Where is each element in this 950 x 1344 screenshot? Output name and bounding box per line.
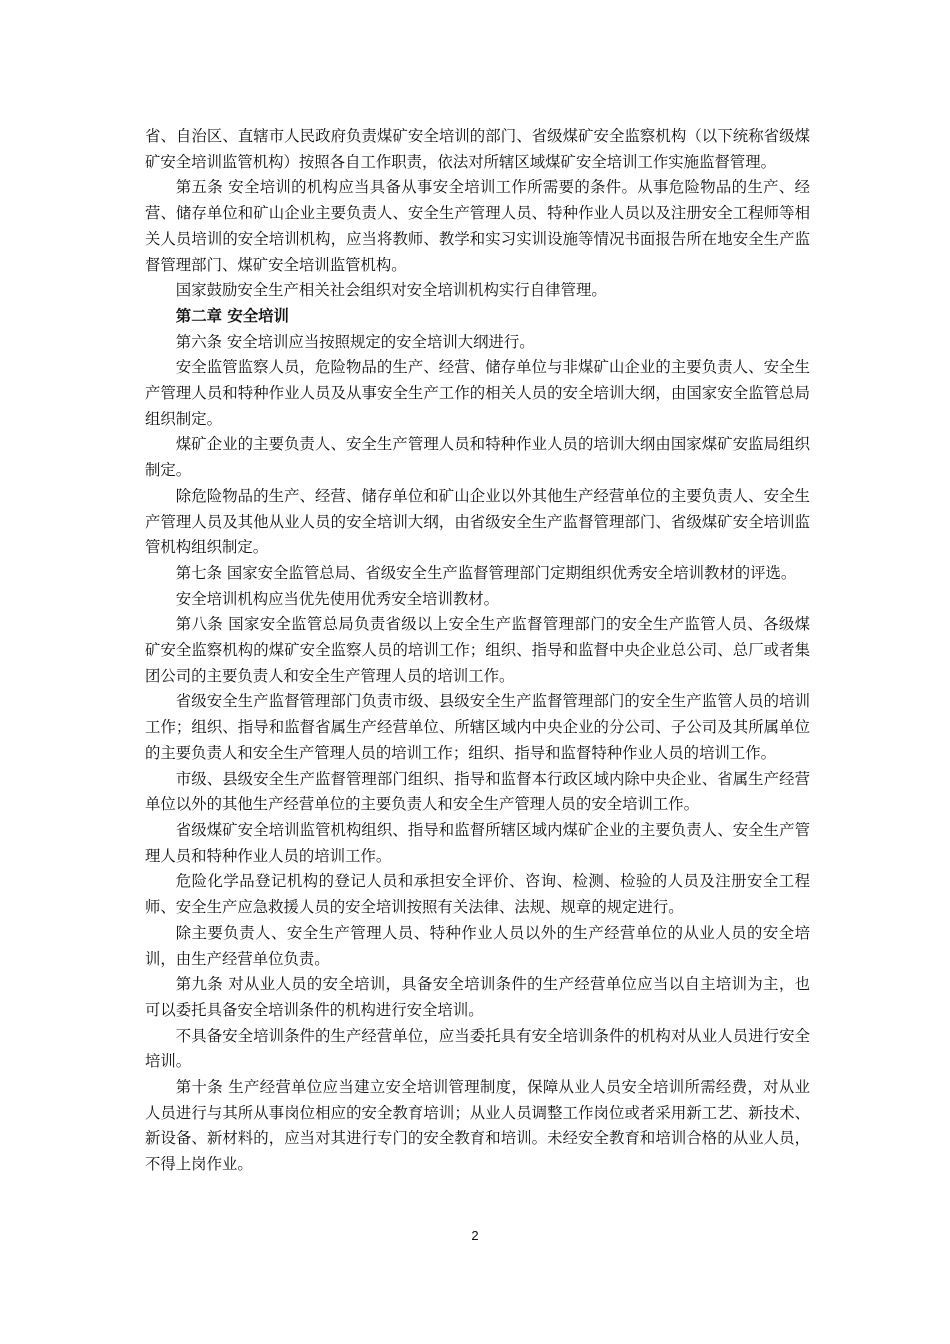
paragraph-article-7: 第七条 国家安全监管总局、省级安全生产监督管理部门定期组织优秀安全培训教材的评选。 [175, 563, 797, 582]
paragraph: 危险化学品登记机构的登记人员和承担安全评价、咨询、检测、检验的人员及注册安全工程师、安全生产应急救援人员的安全培训按照有关法律、法规、规章的规定进行。 [145, 872, 810, 917]
paragraph: 市级、县级安全生产监督管理部门组织、指导和监督本行政区域内除中央企业、省属生产经营单位以外的其他生产经营单位的主要负责人和安全生产管理人员的安全培训工作。 [145, 769, 810, 814]
paragraph-article-10: 第十条 生产经营单位应当建立安全培训管理制度，保障从业人员安全培训所需经费，对从业人员进行与其所从事岗位相应的安全教育培训；从业人员调整工作岗位或者采用新工艺、新技术、新设备、新材料的，应当对其进行专门的安全教育和培训。未经安全教育和培训合格的从业人员，不得上岗作业。 [145, 1078, 810, 1174]
paragraph-article-8: 第八条 国家安全监管总局负责省级以上安全生产监督管理部门的安全生产监管人员、各级煤矿安全监察机构的煤矿安全监察人员的培训工作；组织、指导和监督中央企业总公司、总厂或者集团公司的主要负责人和安全生产管理人员的培训工作。 [145, 615, 810, 685]
paragraph: 不具备安全培训条件的生产经营单位，应当委托具有安全培训条件的机构对从业人员进行安全培训。 [145, 1026, 810, 1071]
paragraph-article-5: 第五条 安全培训的机构应当具备从事安全培训工作所需要的条件。从事危险物品的生产、经营、储存单位和矿山企业主要负责人、安全生产管理人员、特种作业人员以及注册安全工程师等相关人员培训的安全培训机构，应当将教师、教学和实习实训设施等情况书面报告所在地安全生产监督管理部门、煤矿安全培训监管机构。 [145, 178, 810, 274]
document-body [145, 124, 810, 1178]
paragraph: 除危险物品的生产、经营、储存单位和矿山企业以外其他生产经营单位的主要负责人、安全生产管理人员及其他从业人员的安全培训大纲，由省级安全生产监督管理部门、省级煤矿安全培训监管机构组织制定。 [145, 486, 810, 557]
chapter-heading: 第二章 安全培训 [175, 306, 289, 325]
page-number: 2 [471, 1228, 479, 1243]
paragraph-article-6: 第六条 安全培训应当按照规定的安全培训大纲进行。 [175, 332, 535, 351]
paragraph: 煤矿企业的主要负责人、安全生产管理人员和特种作业人员的培训大纲由国家煤矿安监局组织制定。 [145, 435, 810, 480]
paragraph: 安全监管监察人员，危险物品的生产、经营、储存单位与非煤矿山企业的主要负责人、安全生产管理人员和特种作业人员及从事安全生产工作的相关人员的安全培训大纲，由国家安全监管总局组织制定。 [145, 358, 810, 428]
paragraph: 省级煤矿安全培训监管机构组织、指导和监督所辖区域内煤矿企业的主要负责人、安全生产管理人员和特种作业人员的培训工作。 [145, 820, 810, 865]
paragraph-article-9: 第九条 对从业人员的安全培训，具备安全培训条件的生产经营单位应当以自主培训为主，也可以委托具备安全培训条件的机构进行安全培训。 [145, 975, 810, 1019]
paragraph: 国家鼓励安全生产相关社会组织对安全培训机构实行自律管理。 [175, 281, 607, 300]
paragraph: 安全培训机构应当优先使用优秀安全培训教材。 [175, 589, 500, 608]
paragraph: 省、自治区、直辖市人民政府负责煤矿安全培训的部门、省级煤矿安全监察机构（以下统称省级煤矿安全培训监管机构）按照各自工作职责，依法对所辖区域煤矿安全培训工作实施监督管理。 [145, 127, 810, 171]
paragraph: 省级安全生产监督管理部门负责市级、县级安全生产监督管理部门的安全生产监管人员的培训工作；组织、指导和监督省属生产经营单位、所辖区域内中央企业的分公司、子公司及其所属单位的主要负责人和安全生产管理人员的培训工作；组织、指导和监督特种作业人员的培训工作。 [145, 692, 810, 762]
paragraph: 除主要负责人、安全生产管理人员、特种作业人员以外的生产经营单位的从业人员的安全培训，由生产经营单位负责。 [145, 923, 810, 968]
